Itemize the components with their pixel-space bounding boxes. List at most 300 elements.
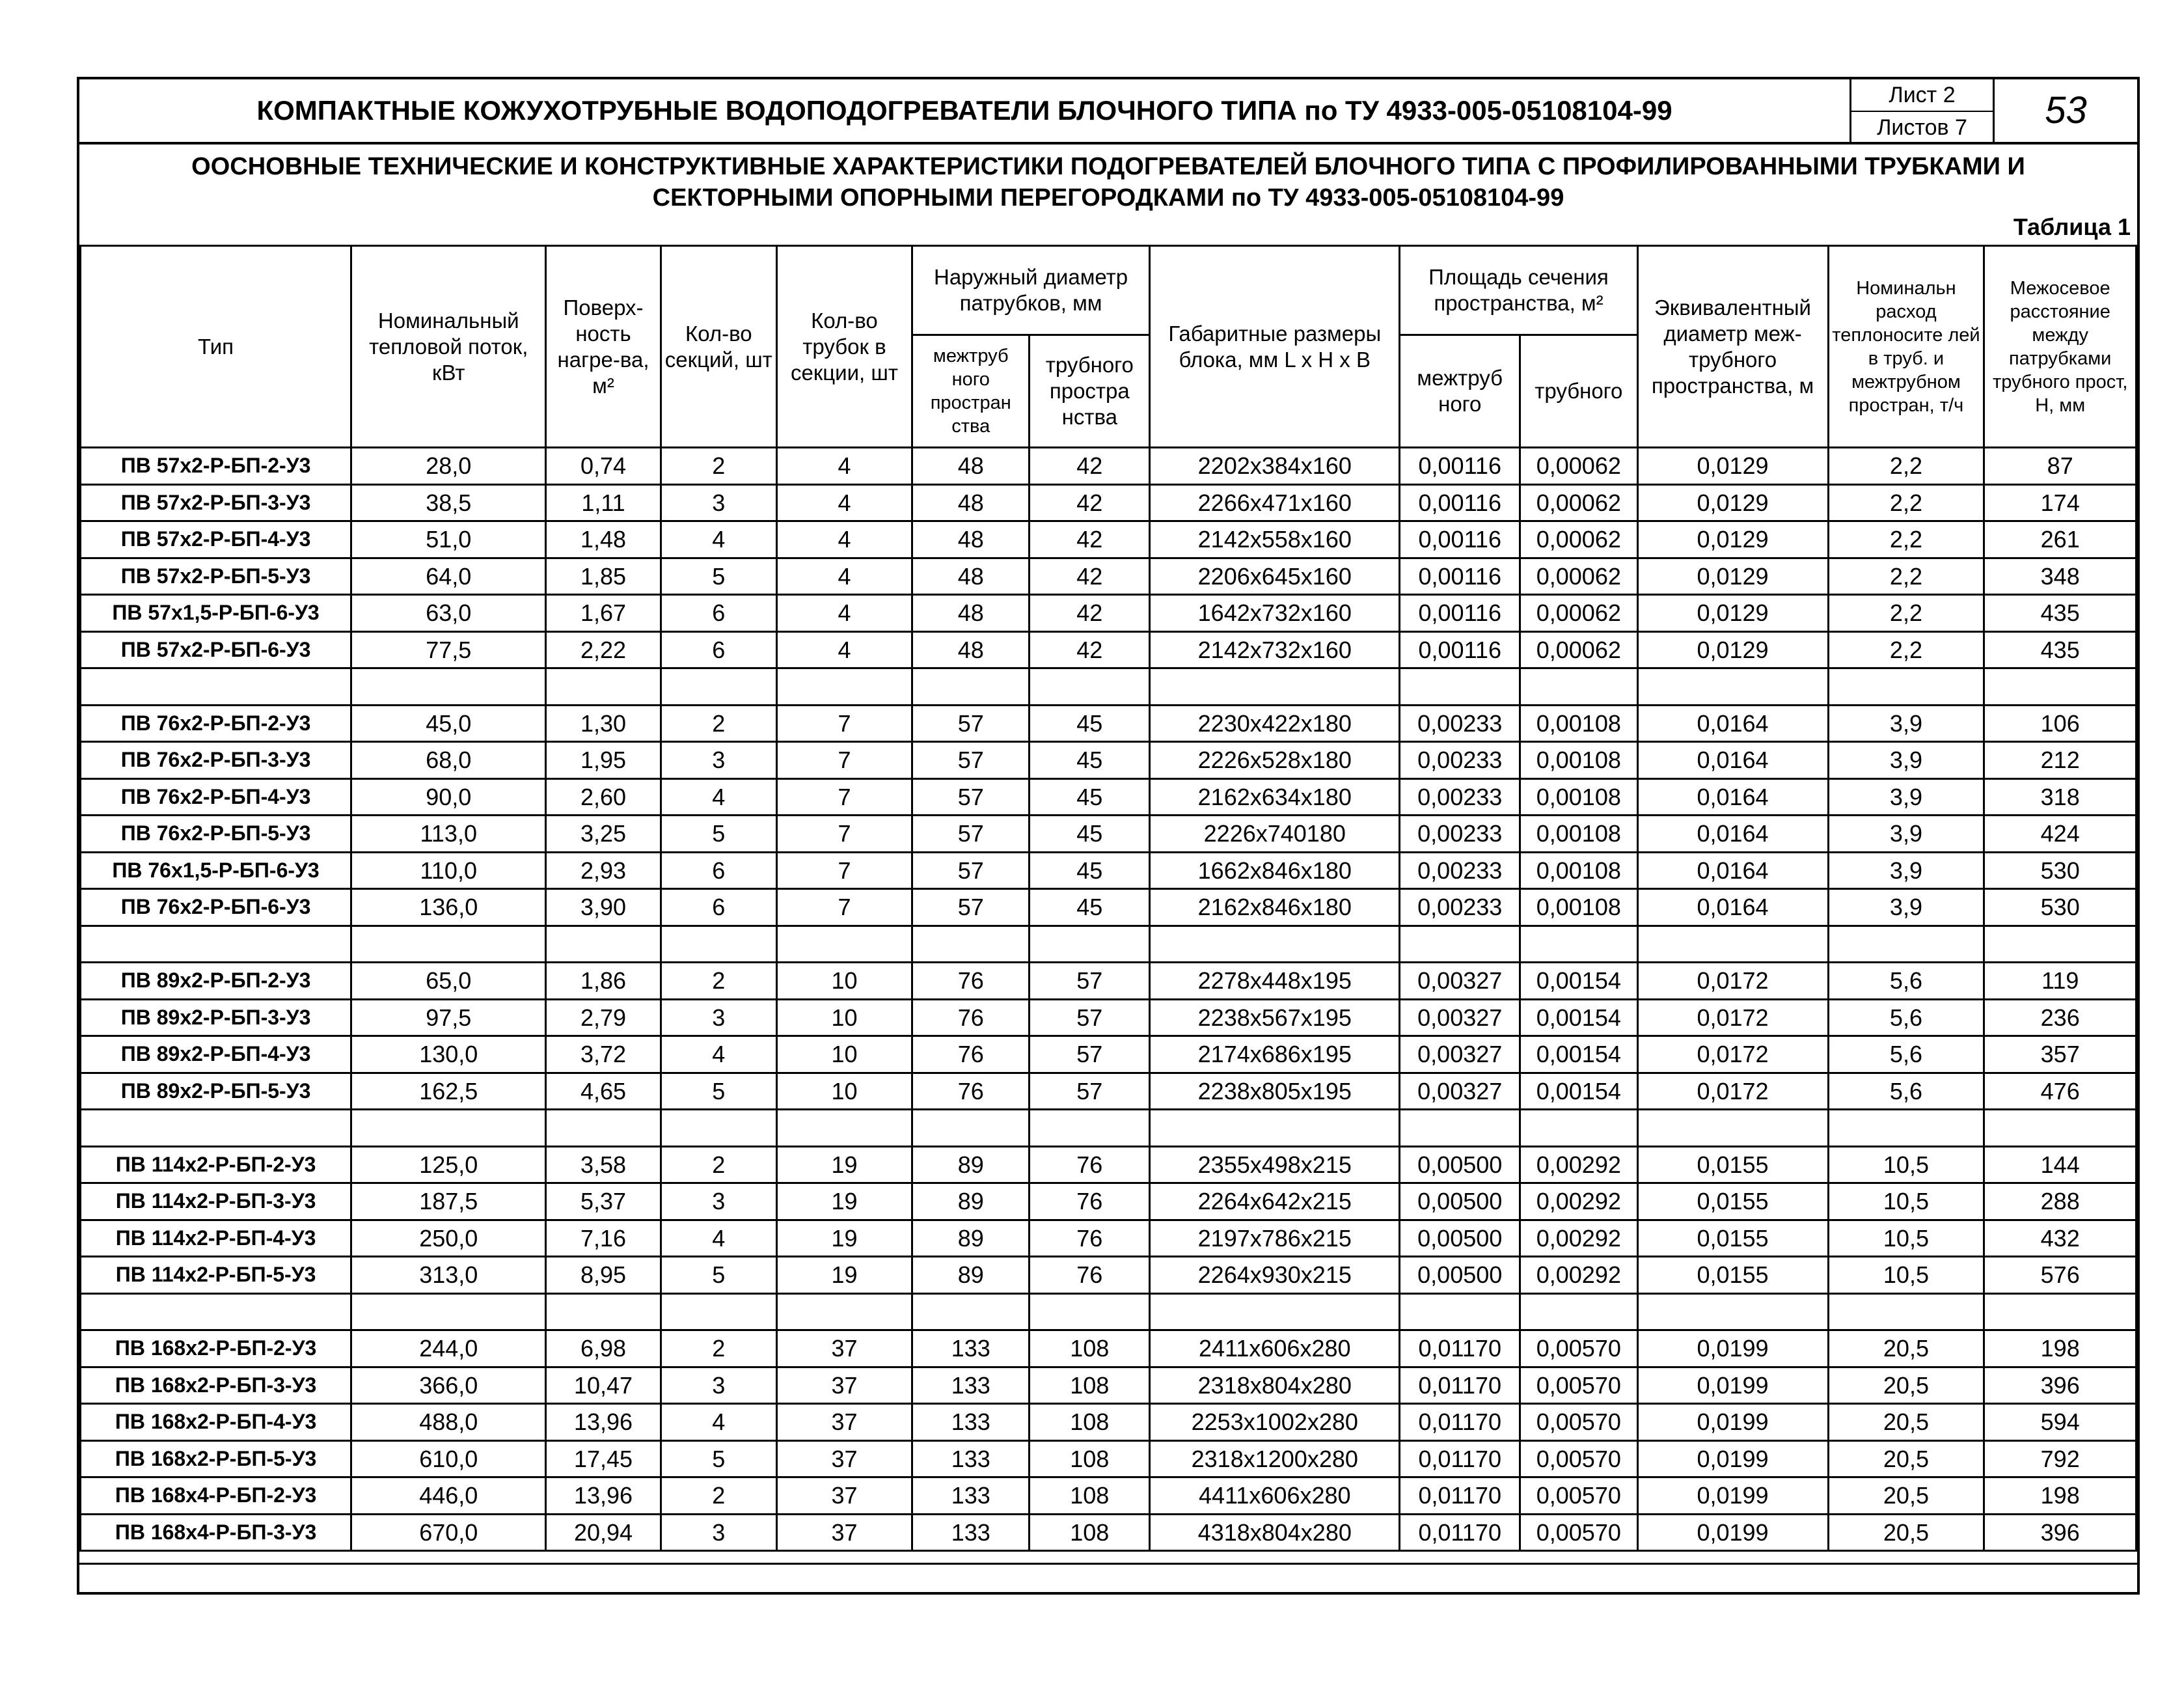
table-cell: 0,0129 [1637,595,1828,632]
table-row [81,521,2136,558]
table-cell: 0,00233 [1400,889,1520,926]
table-cell: 670,0 [351,1514,546,1551]
table-cell: 57 [1030,1036,1150,1073]
header-flow: Номинальн расход теплоносите лей в труб. и межтрубном простран, т/ч [1828,246,1984,448]
header-area-tube: трубного [1520,335,1637,448]
table-cell: 45 [1030,889,1150,926]
table-cell: 446,0 [351,1477,546,1515]
table-cell: 57 [912,852,1030,889]
table-cell [1150,926,1400,963]
table-cell: 4 [661,778,776,816]
table-row [81,1036,2136,1073]
table-cell: 37 [776,1404,912,1441]
table-cell: 0,0199 [1637,1330,1828,1367]
table-cell: 2,2 [1828,631,1984,668]
table-cell: 2 [661,1146,776,1183]
table-cell: 5 [661,558,776,595]
table-cell: 76 [912,1073,1030,1110]
table-cell: 57 [912,816,1030,853]
table-cell: 162,5 [351,1073,546,1110]
table-cell: 38,5 [351,484,546,521]
table-cell: 13,96 [546,1404,661,1441]
cell-type: ПВ 57х2-Р-БП-6-У3 [81,631,351,668]
table-cell: 244,0 [351,1330,546,1367]
table-title-line-2: СЕКТОРНЫМИ ОПОРНЫМИ ПЕРЕГОРОДКАМИ по ТУ 4933-005-05108104-99 [652,184,1564,212]
table-cell: 0,0155 [1637,1220,1828,1257]
table-row [81,1257,2136,1294]
table-cell: 89 [912,1220,1030,1257]
table-cell: 5 [661,1440,776,1477]
table-cell: 0,0199 [1637,1367,1828,1404]
cell-type: ПВ 57х2-Р-БП-3-У3 [81,484,351,521]
table-cell: 37 [776,1367,912,1404]
table-cell: 3 [661,1183,776,1220]
table-cell: 3 [661,1367,776,1404]
table-cell [351,668,546,706]
table-cell: 2318х1200х280 [1150,1440,1400,1477]
cell-type: ПВ 89х2-Р-БП-4-У3 [81,1036,351,1073]
table-cell: 7 [776,705,912,742]
table-cell: 3,58 [546,1146,661,1183]
table-cell: 0,00327 [1400,1036,1520,1073]
table-cell: 10 [776,1036,912,1073]
table-cell: 6 [661,595,776,632]
table-cell [661,1110,776,1147]
table-cell: 10 [776,999,912,1036]
table-cell: 113,0 [351,816,546,853]
table-cell: 0,00327 [1400,999,1520,1036]
table-cell: 0,00570 [1520,1330,1637,1367]
table-cell [1637,668,1828,706]
table-cell: 63,0 [351,595,546,632]
table-row-spacer [81,668,2136,706]
table-cell: 106 [1984,705,2136,742]
table-cell: 594 [1984,1404,2136,1441]
table-cell: 2197х786х215 [1150,1220,1400,1257]
table-cell: 119 [1984,963,2136,1000]
table-row [81,1514,2136,1551]
table-cell: 45 [1030,852,1150,889]
table-cell: 3,9 [1828,705,1984,742]
cell-type [81,668,351,706]
table-cell: 0,00062 [1520,521,1637,558]
table-cell: 5,37 [546,1183,661,1220]
table-cell: 2,2 [1828,558,1984,595]
table-cell: 0,0172 [1637,963,1828,1000]
table-cell: 2,2 [1828,595,1984,632]
table-cell: 0,00062 [1520,484,1637,521]
table-cell: 17,45 [546,1440,661,1477]
table-cell: 0,00292 [1520,1220,1637,1257]
table-cell [661,1293,776,1330]
table-cell: 19 [776,1220,912,1257]
table-cell: 4318х804х280 [1150,1514,1400,1551]
table-cell: 10 [776,963,912,1000]
table-cell: 0,00108 [1520,816,1637,853]
table-cell: 57 [912,742,1030,779]
cell-type: ПВ 57х2-Р-БП-5-У3 [81,558,351,595]
table-cell: 0,00116 [1400,558,1520,595]
table-cell: 3,9 [1828,852,1984,889]
table-cell: 2226х740180 [1150,816,1400,853]
table-cell: 45 [1030,778,1150,816]
table-cell: 108 [1030,1330,1150,1367]
table-row-spacer [81,1110,2136,1147]
sheets-total-label: Листов 7 [1877,115,1967,140]
table-cell: 2264х642х215 [1150,1183,1400,1220]
table-cell: 476 [1984,1073,2136,1110]
cell-type: ПВ 168х2-Р-БП-2-У3 [81,1330,351,1367]
table-cell: 20,5 [1828,1477,1984,1515]
table-cell: 3 [661,742,776,779]
table-cell: 5 [661,1257,776,1294]
table-row [81,1440,2136,1477]
table-cell: 0,00154 [1520,999,1637,1036]
table-cell: 576 [1984,1257,2136,1294]
table-cell [1030,1110,1150,1147]
table-cell: 318 [1984,778,2136,816]
bottom-empty-row [79,1563,2137,1592]
header-equivalent-diameter: Эквивалентный диаметр меж-трубного пространства, м [1637,246,1828,448]
table-cell: 8,95 [546,1257,661,1294]
table-row [81,852,2136,889]
table-row [81,1477,2136,1515]
table-cell: 42 [1030,631,1150,668]
table-cell [776,926,912,963]
table-cell: 0,00062 [1520,558,1637,595]
header-nozzle-tube: трубного простра нства [1030,335,1150,448]
table-cell: 1,11 [546,484,661,521]
table-cell: 2266х471х160 [1150,484,1400,521]
table-cell [1030,668,1150,706]
table-cell: 530 [1984,889,2136,926]
table-cell [1400,668,1520,706]
table-cell: 4 [776,558,912,595]
table-cell: 57 [912,889,1030,926]
table-cell: 37 [776,1477,912,1515]
table-cell: 108 [1030,1404,1150,1441]
table-cell: 10,5 [1828,1146,1984,1183]
table-row [81,1146,2136,1183]
table-cell: 0,0172 [1637,1073,1828,1110]
table-cell [1637,926,1828,963]
header-axis-distance: Межосевое расстояние между патрубками трубного прост, Н, мм [1984,246,2136,448]
table-cell: 108 [1030,1440,1150,1477]
table-cell [1637,1293,1828,1330]
table-cell: 198 [1984,1477,2136,1515]
table-cell: 45,0 [351,705,546,742]
table-cell: 0,0199 [1637,1404,1828,1441]
table-cell: 3,9 [1828,816,1984,853]
table-cell: 0,0155 [1637,1257,1828,1294]
table-cell: 0,00108 [1520,852,1637,889]
table-cell: 64,0 [351,558,546,595]
table-cell: 198 [1984,1330,2136,1367]
table-cell: 0,00500 [1400,1146,1520,1183]
table-cell: 530 [1984,852,2136,889]
sheet-info [1850,79,1993,142]
table-cell: 435 [1984,631,2136,668]
document-sheet [77,77,2140,1595]
table-cell: 2142х558х160 [1150,521,1400,558]
table-cell: 0,0129 [1637,484,1828,521]
table-cell: 7 [776,852,912,889]
table-cell: 133 [912,1330,1030,1367]
table-cell [1828,668,1984,706]
table-cell: 5,6 [1828,963,1984,1000]
table-cell [1400,1110,1520,1147]
table-cell: 76 [1030,1257,1150,1294]
table-cell [351,1293,546,1330]
table-cell: 0,00570 [1520,1404,1637,1441]
table-cell: 0,00154 [1520,963,1637,1000]
table-cell: 28,0 [351,448,546,485]
table-cell: 48 [912,631,1030,668]
table-cell: 2174х686х195 [1150,1036,1400,1073]
table-cell: 0,00116 [1400,521,1520,558]
cell-type: ПВ 57х1,5-Р-БП-6-У3 [81,595,351,632]
table-title-line-1: ООСНОВНЫЕ ТЕХНИЧЕСКИЕ И КОНСТРУКТИВНЫЕ ХАРАКТЕРИСТИКИ ПОДОГРЕВАТЕЛЕЙ БЛОЧНОГО ТИПА С ПРОФИЛИРОВАННЫМИ ТРУБКАМИ И [191,153,2025,180]
table-cell: 0,00116 [1400,484,1520,521]
table-cell: 0,00154 [1520,1036,1637,1073]
table-cell: 3,9 [1828,778,1984,816]
table-cell: 0,00570 [1520,1440,1637,1477]
table-row [81,484,2136,521]
table-cell: 2,79 [546,999,661,1036]
table-cell: 76 [1030,1220,1150,1257]
table-cell: 250,0 [351,1220,546,1257]
table-cell: 2202х384х160 [1150,448,1400,485]
table-cell: 7 [776,742,912,779]
table-cell: 45 [1030,742,1150,779]
table-cell: 48 [912,484,1030,521]
table-cell [912,1293,1030,1330]
table-cell [1984,668,2136,706]
table-cell: 125,0 [351,1146,546,1183]
table-cell: 0,0164 [1637,705,1828,742]
table-cell: 3 [661,1514,776,1551]
table-cell: 130,0 [351,1036,546,1073]
table-cell: 20,5 [1828,1367,1984,1404]
table-cell [351,926,546,963]
table-cell: 90,0 [351,778,546,816]
table-row [81,1404,2136,1441]
table-cell: 48 [912,448,1030,485]
table-cell: 37 [776,1330,912,1367]
table-cell [351,1110,546,1147]
table-cell: 2238х805х195 [1150,1073,1400,1110]
table-cell: 0,00292 [1520,1183,1637,1220]
table-cell: 42 [1030,521,1150,558]
title-block [79,79,2137,144]
table-cell: 348 [1984,558,2136,595]
table-cell [1520,668,1637,706]
header-section-area: Площадь сечения пространства, м² [1400,246,1637,335]
table-cell: 2253х1002х280 [1150,1404,1400,1441]
table-row [81,558,2136,595]
table-cell: 2,93 [546,852,661,889]
table-cell: 488,0 [351,1404,546,1441]
table-cell [1637,1110,1828,1147]
table-cell [546,926,661,963]
table-cell [1030,926,1150,963]
table-cell: 1,48 [546,521,661,558]
table-cell: 65,0 [351,963,546,1000]
table-cell: 0,0155 [1637,1183,1828,1220]
table-cell: 20,5 [1828,1514,1984,1551]
table-cell: 288 [1984,1183,2136,1220]
table-cell: 4 [776,521,912,558]
table-cell [661,668,776,706]
table-cell: 6 [661,852,776,889]
table-cell: 20,5 [1828,1330,1984,1367]
cell-type: ПВ 89х2-Р-БП-3-У3 [81,999,351,1036]
table-cell: 20,5 [1828,1404,1984,1441]
table-row [81,963,2136,1000]
table-cell [1984,1293,2136,1330]
table-title [79,147,2137,219]
table-cell: 37 [776,1440,912,1477]
table-cell [546,668,661,706]
table-cell: 3,90 [546,889,661,926]
table-cell: 357 [1984,1036,2136,1073]
table-cell: 0,0199 [1637,1440,1828,1477]
table-cell: 0,0199 [1637,1514,1828,1551]
table-cell [1400,1293,1520,1330]
table-cell [776,668,912,706]
table-cell: 0,00500 [1400,1220,1520,1257]
table-row [81,1220,2136,1257]
table-cell: 2162х846х180 [1150,889,1400,926]
table-cell: 261 [1984,521,2136,558]
table-cell: 0,00292 [1520,1257,1637,1294]
table-cell: 5 [661,1073,776,1110]
table-cell: 2 [661,963,776,1000]
table-cell: 133 [912,1477,1030,1515]
table-cell: 0,00108 [1520,889,1637,926]
table-cell: 0,00570 [1520,1514,1637,1551]
header-power: Номинальный тепловой поток, кВт [351,246,546,448]
table-row [81,742,2136,779]
table-cell: 2,2 [1828,448,1984,485]
table-cell [912,668,1030,706]
table-cell: 0,0172 [1637,999,1828,1036]
table-cell: 0,01170 [1400,1477,1520,1515]
table-cell [1520,1293,1637,1330]
table-cell [776,1110,912,1147]
table-cell: 2 [661,1477,776,1515]
table-cell: 0,00233 [1400,778,1520,816]
table-cell: 2238х567х195 [1150,999,1400,1036]
table-cell: 4,65 [546,1073,661,1110]
table-cell: 4 [776,631,912,668]
table-cell: 19 [776,1257,912,1294]
table-cell: 1,86 [546,963,661,1000]
table-cell: 1,85 [546,558,661,595]
table-row [81,705,2136,742]
table-cell: 0,0199 [1637,1477,1828,1515]
table-cell: 792 [1984,1440,2136,1477]
table-cell: 42 [1030,558,1150,595]
cell-type: ПВ 168х4-Р-БП-2-У3 [81,1477,351,1515]
table-cell: 48 [912,595,1030,632]
table-cell: 2206х645х160 [1150,558,1400,595]
table-cell: 424 [1984,816,2136,853]
table-cell: 76 [912,963,1030,1000]
table-cell: 133 [912,1514,1030,1551]
table-cell: 2,60 [546,778,661,816]
table-cell: 2 [661,1330,776,1367]
table-cell: 2318х804х280 [1150,1367,1400,1404]
cell-type: ПВ 76х2-Р-БП-5-У3 [81,816,351,853]
cell-type: ПВ 168х4-Р-БП-3-У3 [81,1514,351,1551]
table-cell: 0,01170 [1400,1330,1520,1367]
table-cell: 1662х846х180 [1150,852,1400,889]
table-row [81,448,2136,485]
header-type: Тип [81,246,351,448]
cell-type: ПВ 114х2-Р-БП-2-У3 [81,1146,351,1183]
table-cell: 0,00108 [1520,742,1637,779]
table-cell: 2 [661,448,776,485]
table-cell [661,926,776,963]
table-cell: 0,0129 [1637,521,1828,558]
table-cell: 0,00570 [1520,1477,1637,1515]
table-cell: 1,30 [546,705,661,742]
table-cell: 89 [912,1146,1030,1183]
table-cell: 110,0 [351,852,546,889]
table-row [81,1073,2136,1110]
header-nozzle-diameter: Наружный диаметр патрубков, мм [912,246,1150,335]
table-cell: 6 [661,889,776,926]
table-cell: 97,5 [351,999,546,1036]
table-cell: 0,0155 [1637,1146,1828,1183]
table-cell: 42 [1030,448,1150,485]
table-cell: 108 [1030,1367,1150,1404]
table-cell: 5,6 [1828,1073,1984,1110]
table-cell [1984,1110,2136,1147]
table-cell: 2411х606х280 [1150,1330,1400,1367]
table-cell [1150,1293,1400,1330]
table-cell: 0,0164 [1637,742,1828,779]
table-cell: 0,0164 [1637,778,1828,816]
table-cell [1828,1293,1984,1330]
table-cell: 187,5 [351,1183,546,1220]
table-cell: 3,72 [546,1036,661,1073]
cell-type: ПВ 57х2-Р-БП-2-У3 [81,448,351,485]
table-cell: 7 [776,889,912,926]
table-cell: 42 [1030,484,1150,521]
table-cell: 133 [912,1440,1030,1477]
table-row [81,1183,2136,1220]
table-cell: 0,00116 [1400,448,1520,485]
table-cell: 1,67 [546,595,661,632]
table-cell [912,1110,1030,1147]
table-cell: 610,0 [351,1440,546,1477]
table-cell [912,926,1030,963]
table-cell: 1,95 [546,742,661,779]
table-cell [546,1293,661,1330]
table-cell: 0,0172 [1637,1036,1828,1073]
table-cell: 10 [776,1073,912,1110]
table-cell: 4 [661,521,776,558]
table-cell: 37 [776,1514,912,1551]
cell-type: ПВ 89х2-Р-БП-5-У3 [81,1073,351,1110]
table-cell [1150,1110,1400,1147]
table-cell: 3,25 [546,816,661,853]
table-cell: 57 [912,705,1030,742]
table-cell: 0,01170 [1400,1440,1520,1477]
table-cell: 57 [1030,1073,1150,1110]
